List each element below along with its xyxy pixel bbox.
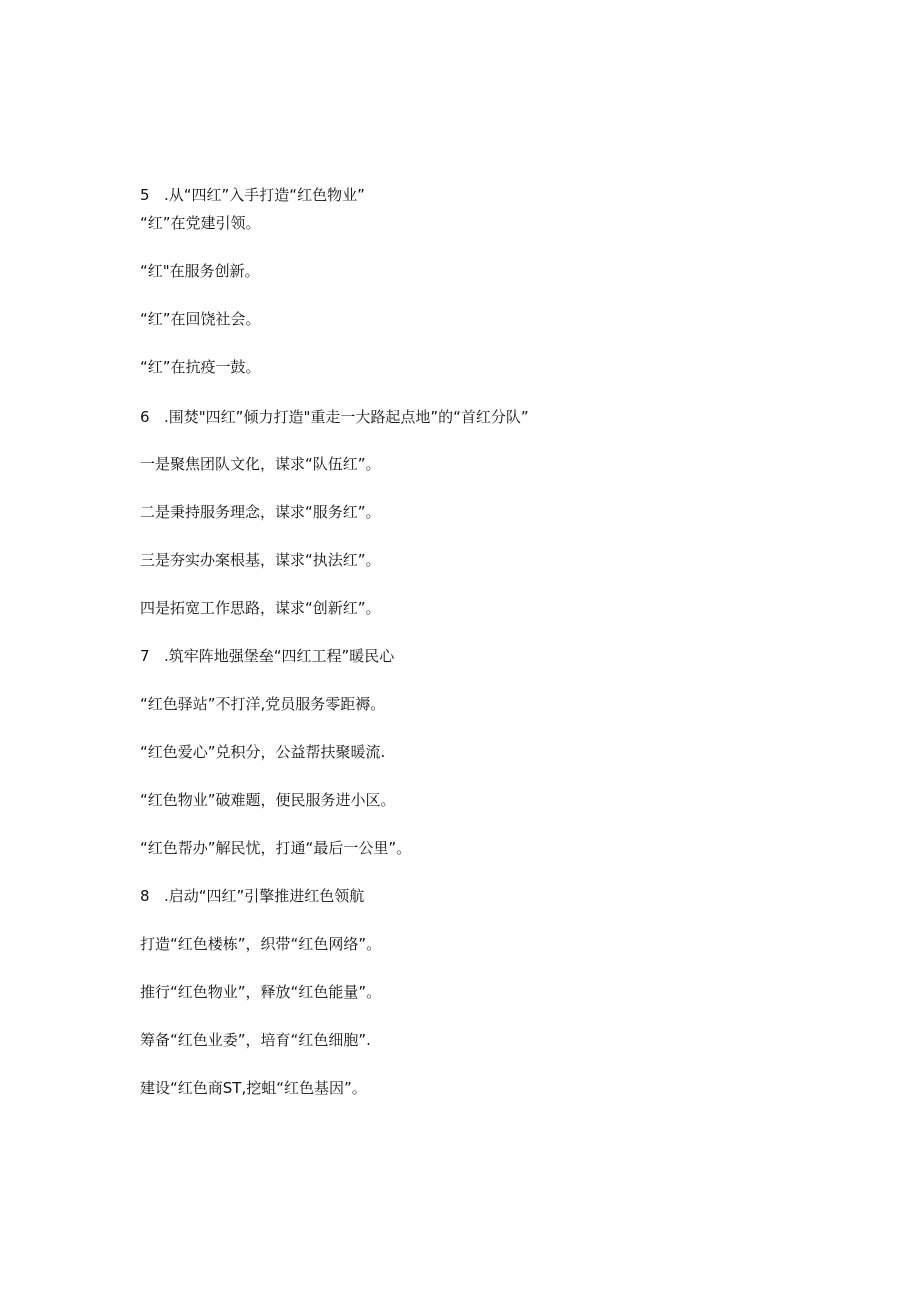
list-item: “红"在服务创新。 — [140, 262, 260, 280]
section-heading — [140, 407, 529, 427]
list-item: 筹备“红色业委”，培育“红色细胞”. — [140, 1031, 371, 1049]
list-item: 推行“红色物业”，释放“红色能量”。 — [140, 983, 382, 1001]
section-number: 6 — [140, 408, 150, 426]
section-title: .启动“四红”引擎推进红色领航 — [164, 887, 365, 905]
list-item: “红”在党建引领。 — [140, 214, 261, 232]
list-item: “红色驿站”不打洋,党员服务零距褥。 — [140, 695, 386, 713]
list-item: 二是秉持服务理念，谋求“服务红”。 — [140, 503, 381, 521]
section-number: 5 — [140, 186, 150, 204]
section-heading — [140, 185, 365, 205]
section-heading — [140, 886, 364, 906]
list-item: 一是聚焦团队文化，谋求“队伍红”。 — [140, 455, 381, 473]
list-item: “红色物业”破难题，便民服务进小区。 — [140, 791, 396, 809]
list-item: “红色帮办”解民忧，打通“最后一公里”。 — [140, 839, 412, 857]
section-title: .围焚"四红”倾力打造"重走一大路起点地”的“首红分队” — [164, 408, 529, 426]
section-heading — [140, 646, 394, 666]
list-item: “红”在回饶社会。 — [140, 310, 261, 328]
section-number: 7 — [140, 647, 150, 665]
section-number: 8 — [140, 887, 150, 905]
list-item: 四是拓宽工作思路，谋求“创新红”。 — [140, 599, 381, 617]
section-title: .从“四红”入手打造“红色物业” — [164, 186, 365, 204]
list-item: “红”在抗疫一鼓。 — [140, 358, 261, 376]
list-item: 建设“红色商ST,挖蛆“红色基因”。 — [140, 1079, 367, 1097]
list-item: 打造“红色楼栋”，织带“红色网络”。 — [140, 935, 382, 953]
section-title: .筑牢阵地强堡垒“四红工程”暖民心 — [164, 647, 395, 665]
list-item: 三是夯实办案根基，谋求“执法红”。 — [140, 551, 381, 569]
list-item: “红色爱心”兑积分，公益帮扶聚暖流. — [140, 743, 386, 761]
